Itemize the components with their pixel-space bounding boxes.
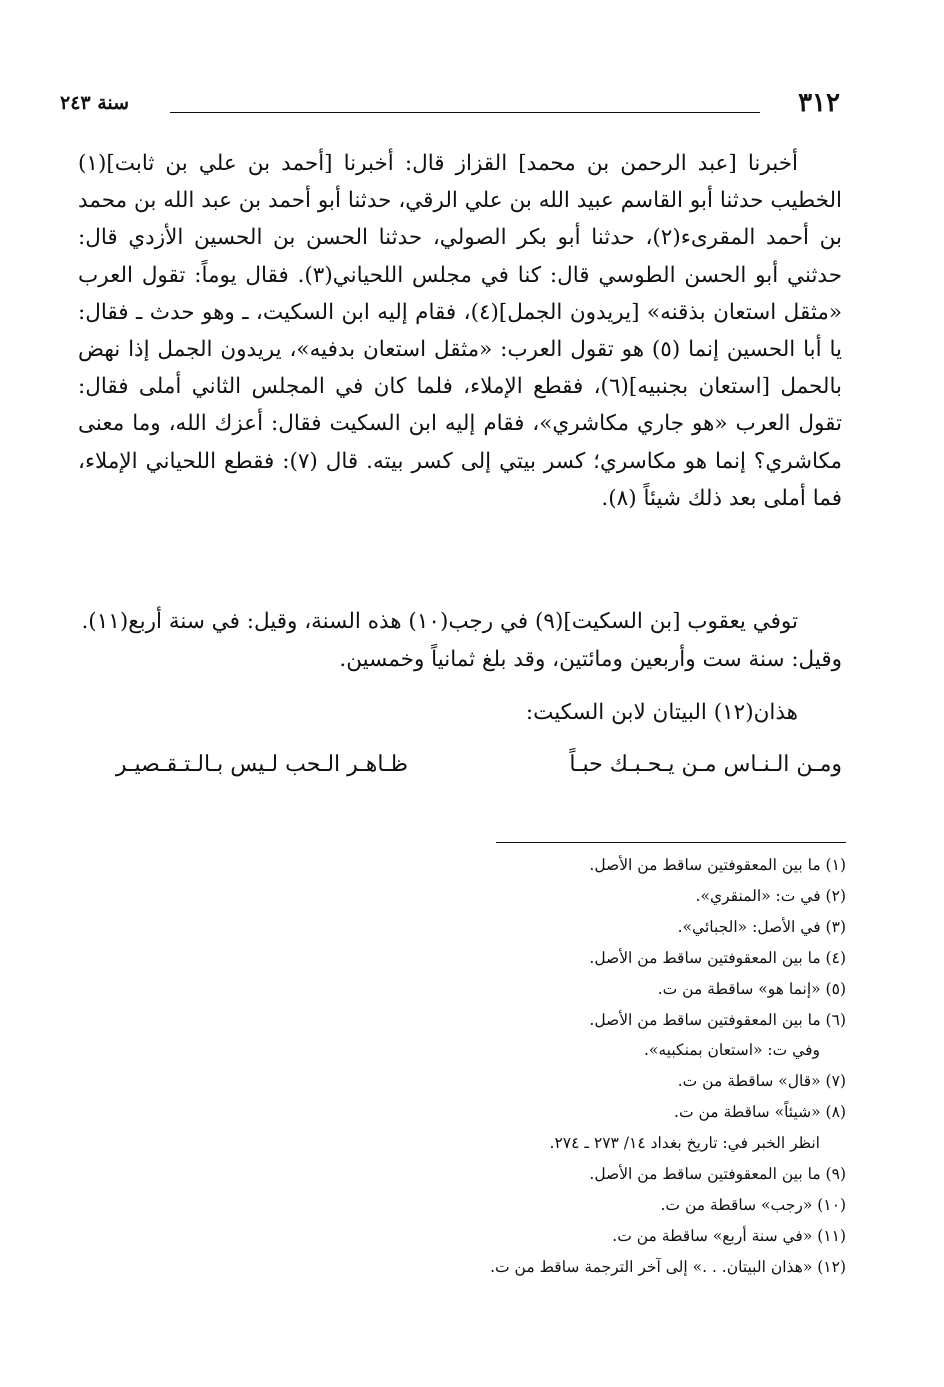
year-label: سنة ٢٤٣ — [60, 92, 130, 114]
verse-intro — [78, 700, 842, 725]
poem-verse — [78, 752, 842, 802]
footnote: (٧) «قال» ساقطة من ت. — [677, 1072, 846, 1091]
footnote: (٨) «شيئاً» ساقطة من ت. — [674, 1103, 846, 1122]
footnote: (٤) ما بين المعقوفتين ساقط من الأصل. — [589, 948, 846, 967]
main-text — [78, 145, 842, 517]
header-rule — [170, 112, 760, 113]
footnote: (٣) في الأصل: «الجبائي». — [677, 917, 846, 936]
footnote: وفي ت: «استعان بمنكبيه». — [643, 1041, 820, 1060]
footnote: (٦) ما بين المعقوفتين ساقط من الأصل. — [589, 1010, 846, 1029]
verse-intro-text: هذان(١٢) البيتان لابن السكيت: — [525, 700, 798, 725]
verse-first-hemistich: ومـن الـنـاس مـن يـحـبـك حبـاً — [569, 752, 842, 777]
death-line-1: توفي يعقوب [بن السكيت](٩) في رجب(١٠) هذه السنة، وقيل: في سنة أربع(١١). — [81, 609, 798, 634]
footnote-separator — [496, 842, 846, 843]
footnote: (١٢) «هذان البيتان. . .» إلى آخر الترجمة ساقط من ت. — [490, 1257, 846, 1276]
running-header — [60, 88, 840, 128]
page-number: ٣١٢ — [798, 88, 840, 118]
footnote: (١١) «في سنة أربع» ساقطة من ت. — [612, 1226, 846, 1245]
paragraph-narration: أخبرنا [عبد الرحمن بن محمد] القزاز قال: أخبرنا [أحمد بن علي بن ثابت](١) الخطيب حدثنا أبو القاسم عبيد الله بن علي الرقي، حدثنا أبو أحمد بن عبد الله بن محمد بن أحمد المقرىء(٢)، حدثنا أبو بكر الصولي، حدثنا الحسن بن الحسين الأزدي قال: حدثني أبو الحسن الطوسي قال: كنا في مجلس اللحياني(٣). فقال يوماً: تقول العرب «مثقل استعان بذقنه» [يريدون الجمل](٤)، فقام إليه ابن السكيت، ـ وهو حدث ـ فقال: يا أبا الحسين إنما (٥) هو تقول العرب: «مثقل استعان بدفيه»، يريدون الجمل إذا نهض بالحمل [استعان بجنبيه](٦)، فقطع الإملاء، فلما كان في المجلس الثاني أملى فقال: تقول العرب «هو جاري مكاشري»، فقام إليه ابن السكيت فقال: أعزك الله، وما معنى مكاشري؟ إنما هو مكاسري؛ كسر بيتي إلى كسر بيته. قال (٧): فقطع اللحياني الإملاء، فما أملى بعد ذلك شيئاً (٨). — [78, 151, 842, 511]
footnote: (١) ما بين المعقوفتين ساقط من الأصل. — [589, 856, 846, 874]
footnote: (٩) ما بين المعقوفتين ساقط من الأصل. — [589, 1165, 846, 1184]
verse-second-hemistich: ظـاهـر الـحب لـيس بـالـتـقـصيـر — [115, 752, 408, 777]
footnote: انظر الخبر في: تاريخ بغداد ١٤/ ٢٧٣ ـ ٢٧٤. — [549, 1134, 820, 1153]
death-paragraph — [78, 603, 842, 679]
footnote: (٢) في ت: «المنقري». — [695, 886, 846, 905]
footnotes — [346, 850, 846, 1283]
death-line-2: وقيل: سنة ست وأربعين ومائتين، وقد بلغ ثمانياً وخمسين. — [339, 647, 842, 672]
footnote: (١٠) «رجب» ساقطة من ت. — [660, 1195, 846, 1214]
footnote: (٥) «إنما هو» ساقطة من ت. — [657, 979, 846, 998]
